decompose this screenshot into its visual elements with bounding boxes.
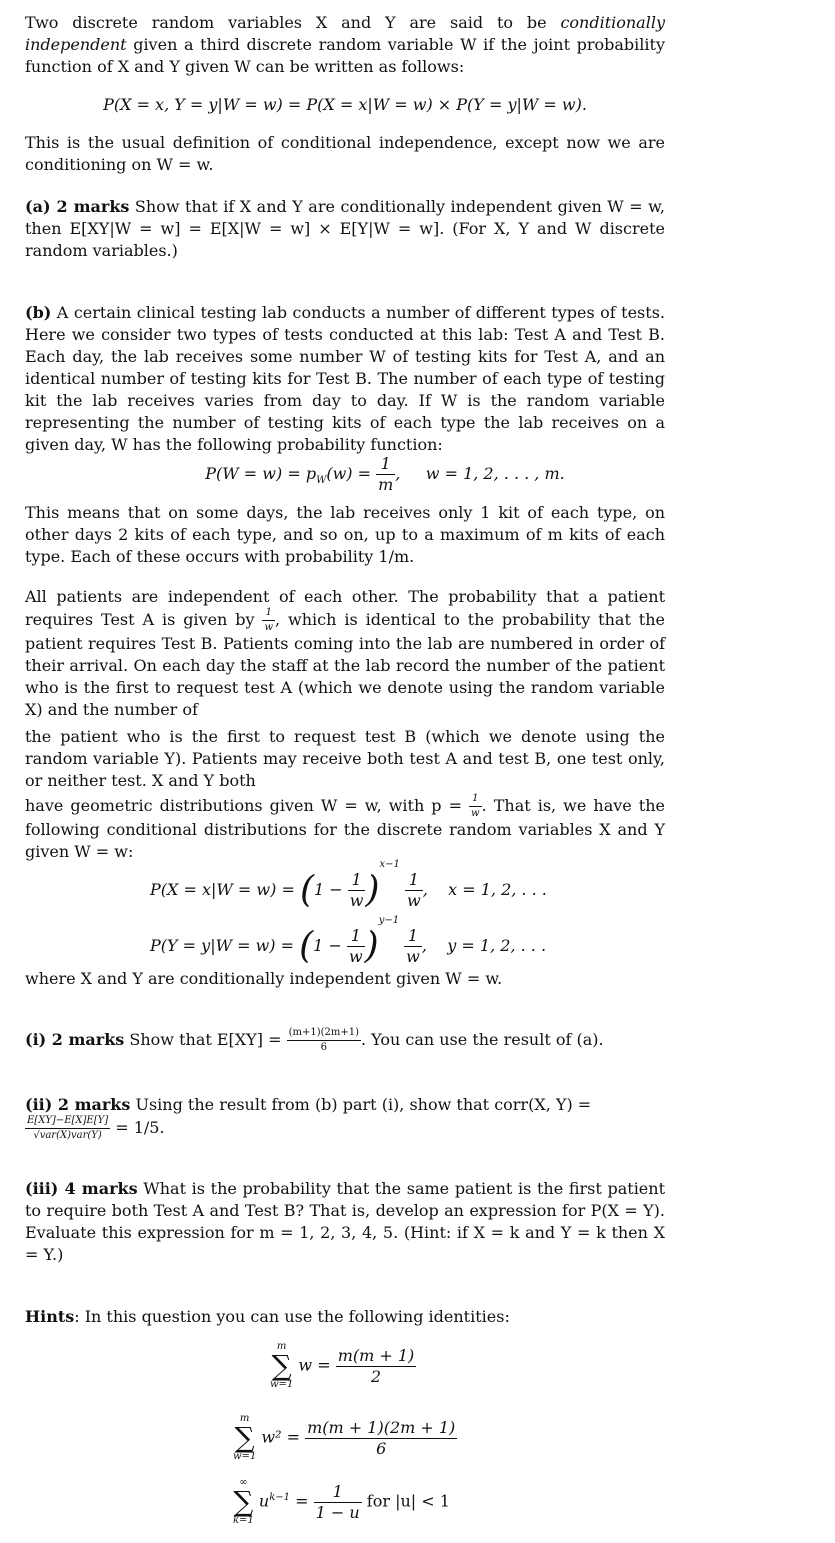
eq-y-inner-num: 1: [347, 928, 365, 947]
intro-emphasis: conditionally independent: [25, 13, 665, 54]
identity-3-num: 1: [314, 1484, 362, 1503]
pmf-subscript: W: [316, 475, 327, 487]
part-ii-label: (ii) 2 marks: [25, 1095, 131, 1114]
where-line: [25, 968, 665, 990]
identity-2-upper: m: [239, 1413, 250, 1424]
definition-equation-text: P(X = x, Y = y|W = w) = P(X = x|W = w) × P(Y = y|W = w).: [103, 95, 587, 114]
patients-frac-den: w: [264, 622, 274, 633]
geometric-frac-den: w: [471, 808, 480, 819]
identity-3-eq: =: [290, 1491, 309, 1511]
hints-text: : In this question you can use the following identities:: [74, 1307, 510, 1326]
identity-3-lower: k=1: [233, 1515, 254, 1526]
pmf-fraction: [376, 456, 395, 493]
pmf-equation: [25, 456, 665, 493]
identity-3-den: 1 − u: [315, 1502, 360, 1522]
eq-x-one-minus: 1 −: [313, 880, 343, 899]
part-i: [25, 1028, 665, 1053]
eq-y-one-minus: 1 −: [313, 936, 342, 955]
identity-3-term: u: [258, 1491, 270, 1511]
eq-x-outer-den: w: [406, 891, 421, 910]
part-i-text-b: . You can use the result of (a).: [360, 1030, 604, 1049]
patients-text-b: , which is identical to the probability that the patient requires Test B. Patients coming into the lab are numbered in order of their arrival. On each day the staff at the lab record the number of the patient who is the first to request test A (which we denote using the random variable X) and the number of: [25, 610, 666, 719]
part-i-den: 6: [320, 1042, 327, 1053]
geometric-paragraph: [25, 794, 665, 863]
part-a: [25, 196, 665, 262]
identity-2-lower: w=1: [233, 1451, 257, 1462]
eq-x-exponent: x−1: [379, 859, 400, 870]
geometric-fraction: [469, 794, 482, 819]
geometric-text: [25, 794, 665, 863]
intro-conditioning: [25, 132, 665, 176]
identity-1-term: w =: [298, 1355, 331, 1375]
hints-label: Hints: [25, 1307, 75, 1326]
eq-y-right: , y = 1, 2, . . .: [421, 936, 547, 955]
eq-y-outer-num: 1: [404, 928, 422, 947]
patients-text-a: All patients are independent of each other. The probability that a patient requires Test A is given by: [25, 587, 665, 629]
identity-2-sum: [233, 1414, 256, 1462]
identity-1-den: 2: [370, 1366, 382, 1386]
eq-x-right: , x = 1, 2, . . .: [422, 880, 547, 899]
part-i-label: (i) 2 marks: [25, 1030, 125, 1049]
patients-text: [25, 586, 665, 721]
pmf-num: 1: [376, 456, 395, 475]
eq-y-exponent: y−1: [378, 915, 400, 926]
pmf-den: m: [378, 475, 394, 494]
identity-2-num: m(m + 1)(2m + 1): [307, 1417, 456, 1437]
sigma-symbol: ∑: [271, 1349, 292, 1382]
geometric-frac-num: 1: [469, 794, 482, 807]
part-ii-text-b: = 1/5.: [110, 1118, 165, 1137]
part-b-label: (b): [25, 303, 52, 322]
intro-section: [25, 12, 665, 78]
identity-3-upper: ∞: [239, 1477, 248, 1488]
part-ii-num: E[XY]−E[X]E[Y]: [25, 1116, 110, 1129]
identity-2: [233, 1414, 573, 1462]
intro-text-b: given a third discrete random variable W if the joint probability function of X and Y given W can be written as follows:: [25, 35, 665, 76]
days-paragraph: [25, 502, 665, 568]
identity-1: [270, 1342, 570, 1390]
part-i-fraction: [287, 1028, 361, 1053]
part-iii-text: What is the probability that the same patient is the first patient to require both Test A and Test B? That is, develop an expression for P(X = Y). Evaluate this expression for m = 1, 2, 3, 4, 5. (Hint: if X = k and Y = k then X = Y.): [25, 1179, 666, 1264]
part-ii-den: √var(X)var(Y): [33, 1130, 102, 1141]
identity-3-sum: [233, 1478, 254, 1526]
eq-x-inner-den: w: [349, 891, 364, 910]
part-i-num: (m+1)(2m+1): [287, 1028, 361, 1041]
eq-x-outer-num: 1: [405, 872, 423, 891]
eq-x-close-paren: ): [365, 869, 380, 911]
intro-conditioning-text: This is the usual definition of conditional independence, except now we are conditioning on W = w.: [25, 133, 665, 174]
sigma-symbol: ∑: [233, 1485, 254, 1518]
hints-section: [25, 1306, 665, 1328]
eq-y-inner-frac: [347, 928, 365, 965]
identity-3: [233, 1478, 593, 1526]
eq-x-open-paren: (: [299, 869, 314, 911]
identity-2-term: w² =: [261, 1427, 301, 1447]
part-i-text-a: Show that E[XY] =: [124, 1030, 287, 1049]
pmf-left: P(W = w) = p: [205, 464, 317, 483]
pmf-equation-line: [25, 456, 665, 493]
part-b-text: A certain clinical testing lab conducts a number of different types of tests. Here we consider two types of tests conducted at this lab: Test A and Test B. Each day, the lab receives some number W of testing kits for Test A, and an identical number of testing kits for Test B. The number of each type of testing kit the lab receives varies from day to day. If W is the random variable representing the number of testing kits of each type the lab receives on a given day, W has the following probability function:: [25, 303, 665, 454]
identity-1-fraction: [336, 1345, 417, 1386]
patients-fraction: [262, 608, 275, 633]
identity-3-exponent: k−1: [269, 1492, 291, 1504]
part-a-text: Show that if X and Y are conditionally independent given W = w, then E[XY|W = w] = E[X|W = w] × E[Y|W = w]. (For X, Y and W discrete random variables.): [25, 197, 666, 260]
definition-equation: [25, 94, 665, 116]
eq-x-inner-frac: [348, 872, 366, 909]
identity-3-condition: for |u| < 1: [361, 1491, 450, 1511]
continuation-text: the patient who is the first to request test B (which we denote using the random variable Y). Patients may receive both test A and test B, one test only, or neither test. X and Y both: [25, 727, 665, 790]
identity-1-sum: [270, 1342, 293, 1390]
eq-x-inner-num: 1: [348, 872, 366, 891]
eq-x-outer-frac: [405, 872, 423, 909]
patients-frac-num: 1: [262, 608, 275, 621]
part-ii-fraction: [25, 1116, 110, 1141]
intro-paragraph: [25, 12, 665, 78]
identity-2-den: 6: [376, 1438, 387, 1458]
eq-y-close-paren: ): [364, 925, 379, 967]
part-iii: [25, 1178, 665, 1266]
continuation-paragraph: [25, 726, 665, 792]
intro-text-a: Two discrete random variables X and Y are said to be: [25, 13, 561, 32]
pmf-mid: (w) =: [326, 464, 372, 483]
geometric-text-b: . That is, we have the following conditional distributions for the discrete random variables X and Y given W = w:: [25, 796, 665, 861]
patients-paragraph: [25, 586, 665, 721]
part-ii: [25, 1094, 665, 1141]
eq-y-inner-den: w: [348, 947, 363, 966]
equation-x: [150, 854, 670, 909]
part-b: [25, 302, 665, 456]
identity-1-upper: m: [276, 1341, 287, 1352]
identity-2-fraction: [305, 1417, 457, 1458]
identity-3-fraction: [314, 1481, 362, 1522]
part-ii-text-a: Using the result from (b) part (i), show that corr(X, Y) =: [130, 1095, 592, 1114]
pmf-right: , w = 1, 2, . . . , m.: [395, 464, 565, 483]
identity-1-lower: w=1: [270, 1379, 294, 1390]
geometric-text-a: have geometric distributions given W = w, with p =: [25, 796, 470, 815]
days-text: This means that on some days, the lab receives only 1 kit of each type, on other days 2 kits of each type, and so on, up to a maximum of m kits of each type. Each of these occurs with probability 1/m.: [25, 503, 665, 566]
eq-y-outer-den: w: [406, 947, 420, 966]
identity-1-num: m(m + 1): [337, 1345, 415, 1365]
part-iii-label: (iii) 4 marks: [25, 1179, 138, 1198]
part-a-label: (a) 2 marks: [25, 197, 130, 216]
eq-y-left: P(Y = y|W = w) =: [150, 936, 295, 955]
eq-x-left: P(X = x|W = w) =: [150, 880, 295, 899]
where-text: where X and Y are conditionally independent given W = w.: [25, 969, 503, 988]
eq-y-outer-frac: [404, 928, 422, 965]
eq-y-open-paren: (: [299, 925, 314, 967]
equation-y: [150, 910, 670, 965]
sigma-symbol: ∑: [234, 1421, 255, 1454]
